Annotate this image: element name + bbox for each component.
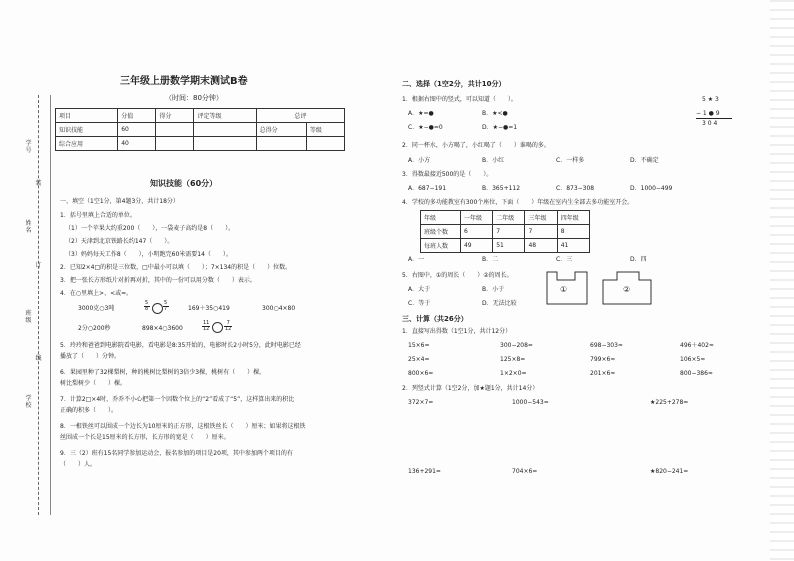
compare-circle xyxy=(212,322,223,333)
grade-cell: 6 xyxy=(460,225,492,239)
choice-2-d[interactable]: D．不确定 xyxy=(630,157,659,164)
section-title: 知识技能（60分） xyxy=(150,179,218,188)
question-8: 8．一根铁丝可以围成一个边长为10厘米的正方形，这根铁丝长（ ）厘米；如果将这根铁 xyxy=(60,423,306,430)
question-9b: （ ）人。 xyxy=(60,461,97,468)
choice-2: 2．同一杯水，小方喝了，小红喝了（ ）谁喝的多。 xyxy=(402,142,550,149)
shape-1-label: ① xyxy=(560,285,568,294)
question-8b: 丝围成一个长是15厘米的长方形，长方形的宽是（ ）厘米。 xyxy=(60,434,230,441)
calc-1-title: 1．直接写出得数（1空1分，共计12分） xyxy=(402,328,512,335)
question-7: 7．计算2□×4时，乔乔不小心把第一个因数个位上的“2”看成了“5”，这样算出来的积比 xyxy=(60,396,295,403)
compare-5: 898×4○3600 xyxy=(142,325,183,332)
shape-2-label: ② xyxy=(623,285,631,294)
grade-cell: 四年级 xyxy=(557,211,589,225)
label-class: 班级 xyxy=(25,310,32,324)
question-1a: （1）一个苹果大约重200（ ），一袋麦子高约是8（ ）。 xyxy=(65,225,235,232)
part2-title: 二、选择（1空2分，共计10分） xyxy=(402,80,506,88)
score-cell: 评定等级 xyxy=(194,109,256,123)
mark-xian: 线 xyxy=(35,355,42,362)
choice-5-a[interactable]: A．大于 xyxy=(408,286,431,293)
fraction-bar xyxy=(224,326,232,327)
choice-5-d[interactable]: D．无法比较 xyxy=(482,300,517,307)
grade-cell: 三年级 xyxy=(525,211,557,225)
choice-4-d[interactable]: D．四 xyxy=(630,256,647,263)
calc-item: 106×5≈ xyxy=(680,356,706,363)
grade-cell: 每班人数 xyxy=(421,239,461,253)
page-edge-strip xyxy=(770,0,794,561)
compare-3: 300○4×80 xyxy=(262,305,296,312)
question-7b: 正确的积多（ ）。 xyxy=(60,407,118,414)
choice-4-c[interactable]: C．三 xyxy=(556,256,573,263)
score-cell: 项目 xyxy=(56,109,118,123)
vertical-mid: − 1 ● 9 xyxy=(696,110,720,117)
vertical-line xyxy=(696,118,732,119)
part3-title: 三、计算（共26分） xyxy=(402,315,468,323)
score-cell: 总得分 xyxy=(256,123,306,137)
calc-item: 201×6≈ xyxy=(590,370,616,377)
choice-2-b[interactable]: B．小红 xyxy=(482,157,505,164)
choice-1-b[interactable]: B．★<● xyxy=(482,110,508,117)
question-1b: （2）天津到北京铁路长约147（ ）。 xyxy=(65,238,174,245)
vertical-calc: ★225+278= xyxy=(650,399,689,406)
choice-2-c[interactable]: C．一样多 xyxy=(556,157,585,164)
choice-4: 4．学校的多功能教室有300个座位，下面（ ）年级在室内生全部去多功能室开会。 xyxy=(402,199,634,206)
compare-fraction-1: 5 8 xyxy=(145,300,149,312)
label-school: 学校 xyxy=(25,395,32,409)
calc-item: 799×6≈ xyxy=(590,356,616,363)
question-2: 2．已知2×4□的积是三位数，□中最小可以填（ ）；7×134的积是（ ）位数。 xyxy=(60,264,292,271)
compare-4: 2分○200秒 xyxy=(78,325,111,332)
score-cell: 总评 xyxy=(256,109,344,123)
calc-item: 125×8= xyxy=(500,356,526,363)
score-cell[interactable] xyxy=(156,137,194,151)
calc-item: 300−208= xyxy=(500,342,533,349)
score-cell[interactable] xyxy=(306,137,344,151)
score-table xyxy=(55,108,345,151)
vertical-top: 5 ★ 3 xyxy=(702,96,719,103)
choice-2-a[interactable]: A．小方 xyxy=(408,157,431,164)
question-6: 6．果园里种了32棵梨树，种的桃树比梨树的3倍少3棵，桃树有（ ）棵。 xyxy=(60,369,266,376)
calc-item: 15×6= xyxy=(408,342,430,349)
question-6b: 树比梨树少（ ）棵。 xyxy=(60,380,127,387)
score-cell[interactable] xyxy=(256,137,306,151)
grade-cell: 二年级 xyxy=(493,211,525,225)
compare-1: 3000克○3吨 xyxy=(78,305,115,312)
calc-item: 698−303≈ xyxy=(590,342,623,349)
score-cell: 分值 xyxy=(118,109,156,123)
choice-3-d[interactable]: D．1000−499 xyxy=(630,185,673,192)
compare-fraction-2: 5 7 xyxy=(164,300,168,312)
vertical-calc: 704×6= xyxy=(512,468,538,475)
calc-item: 1×2×0= xyxy=(500,370,527,377)
choice-1: 1．根据右图中的竖式，可以知道（ ）。 xyxy=(402,96,517,103)
choice-4-b[interactable]: B．二 xyxy=(482,256,499,263)
choice-4-a[interactable]: A．一 xyxy=(408,256,425,263)
compare-fraction-4: 7 12 xyxy=(225,320,232,332)
grade-cell: 7 xyxy=(493,225,525,239)
calc-item: 496＋402≈ xyxy=(680,342,714,349)
grade-cell: 7 xyxy=(525,225,557,239)
calc-item: 800−386≈ xyxy=(680,370,713,377)
mark-ding: 订 xyxy=(35,262,42,269)
choice-1-c[interactable]: C．★−●=0 xyxy=(408,124,443,131)
score-cell[interactable] xyxy=(194,123,256,137)
calc-item: 800×6= xyxy=(408,370,434,377)
question-5b: 播放了（ ）分钟。 xyxy=(60,353,121,360)
score-cell[interactable] xyxy=(194,137,256,151)
vertical-calc: ★820−241= xyxy=(650,468,689,475)
grade-cell: 51 xyxy=(493,239,525,253)
vertical-calc: 372×7= xyxy=(408,399,434,406)
exam-time: （时间：80分钟） xyxy=(165,94,223,102)
score-cell[interactable] xyxy=(156,123,194,137)
choice-5-b[interactable]: B．小于 xyxy=(482,286,505,293)
choice-5-c[interactable]: C．等于 xyxy=(408,300,431,307)
choice-5: 5．右图中，①的周长（ ）②的周长。 xyxy=(402,272,513,279)
label-student-id: 学号 xyxy=(25,140,32,154)
fraction-bar xyxy=(163,306,169,307)
question-3: 3．把一张长方形纸片对折再对折，其中的一份可以用分数（ ）表示。 xyxy=(60,277,256,284)
part1-title: 一、填空（1空1分，第4题3分，共计18分） xyxy=(60,198,179,205)
exam-title: 三年级上册数学期末测试B卷 xyxy=(120,76,248,87)
score-cell: 等级 xyxy=(306,123,344,137)
score-cell: 知识技能 xyxy=(56,123,118,137)
compare-circle xyxy=(152,303,163,314)
vertical-bottom: 3 0 4 xyxy=(702,120,718,127)
vertical-calc: 136+291= xyxy=(408,468,441,475)
grade-cell: 年级 xyxy=(421,211,461,225)
grade-cell: 一年级 xyxy=(460,211,492,225)
question-4: 4．在○里填上>、<或=。 xyxy=(60,290,133,297)
grade-cell: 41 xyxy=(557,239,589,253)
score-cell: 综合应用 xyxy=(56,137,118,151)
calc-2-title: 2．列竖式计算（1空2分，加★题1分，共计14分） xyxy=(402,385,539,392)
grade-table xyxy=(420,210,590,253)
score-cell: 40 xyxy=(118,137,156,151)
choice-3-c[interactable]: C．873−308 xyxy=(556,185,595,192)
mark-zhuang: 装 xyxy=(35,180,42,187)
question-1c: （3）妈妈每天工作8（ ），小明跑完60米需要14（ ）。 xyxy=(65,251,232,258)
vertical-calc: 1000−543= xyxy=(512,399,549,406)
binding-line-inner xyxy=(50,95,51,515)
choice-3-b[interactable]: B．365+112 xyxy=(482,185,521,192)
binding-line xyxy=(38,95,39,515)
fraction-bar xyxy=(202,326,210,327)
grade-cell: 班级个数 xyxy=(421,225,461,239)
grade-cell: 49 xyxy=(460,239,492,253)
compare-2: 169＋35○419 xyxy=(188,305,230,312)
question-1: 1．括号里填上合适的单位。 xyxy=(60,212,136,219)
choice-1-d[interactable]: D．★−●=1 xyxy=(482,124,518,131)
question-9: 9．三（2）班有15名同学参加运动会，报名参加的项目是20项，其中参加两个项目的有 xyxy=(60,450,293,457)
choice-3-a[interactable]: A．687−191 xyxy=(408,185,447,192)
fraction-bar xyxy=(144,306,150,307)
label-name: 姓名 xyxy=(25,220,32,234)
score-cell: 60 xyxy=(118,123,156,137)
score-cell: 得分 xyxy=(156,109,194,123)
choice-3: 3．得数最接近500的是（ ）。 xyxy=(402,171,493,178)
question-5: 5．玲玲和爸爸到电影院看电影，看电影是8:35开始的，电影时长2小时5分，此时电影已经 xyxy=(60,342,301,349)
compare-fraction-3: 11 12 xyxy=(203,320,210,332)
choice-1-a[interactable]: A．★=● xyxy=(408,110,434,117)
grade-cell: 48 xyxy=(525,239,557,253)
calc-item: 25×4= xyxy=(408,356,430,363)
grade-cell: 8 xyxy=(557,225,589,239)
